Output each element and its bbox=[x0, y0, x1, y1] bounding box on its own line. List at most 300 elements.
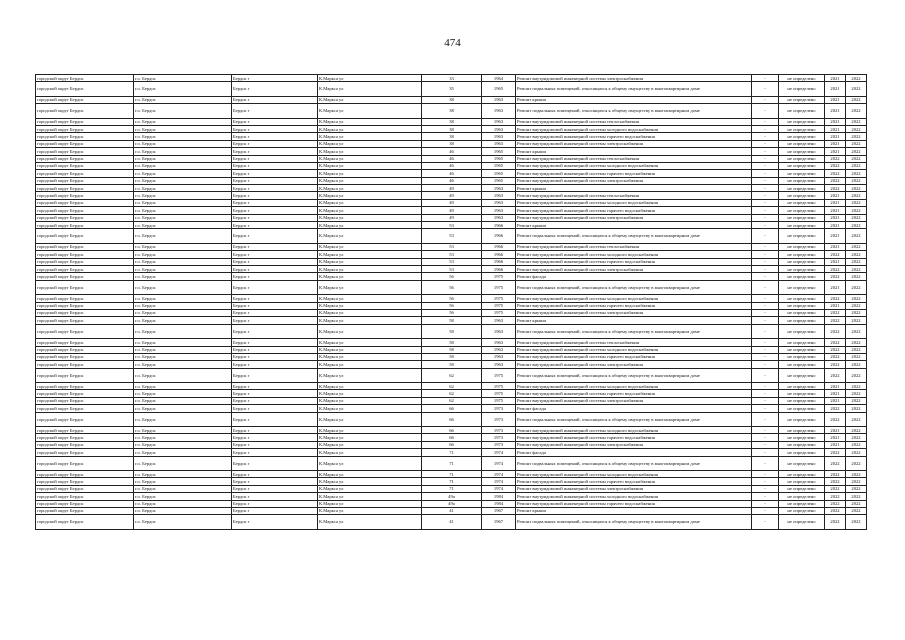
municipal-district-cell: городской округ Бердск bbox=[36, 412, 134, 426]
start-year-cell: 2022 bbox=[825, 251, 846, 258]
build-year-cell: 1966 bbox=[482, 258, 516, 265]
method-cell: не определено bbox=[779, 324, 825, 338]
method-cell: не определено bbox=[779, 507, 825, 514]
street-cell: К.Маркса ул bbox=[318, 309, 422, 316]
start-year-cell: 2022 bbox=[825, 353, 846, 360]
municipal-district-cell: городской округ Бердск bbox=[36, 229, 134, 243]
end-year-cell: 2022 bbox=[846, 229, 867, 243]
placeholder-cell: - bbox=[752, 441, 779, 448]
street-cell: К.Маркса ул bbox=[318, 434, 422, 441]
build-year-cell: 1966 bbox=[482, 265, 516, 272]
municipal-district-cell: городской округ Бердск bbox=[36, 155, 134, 162]
start-year-cell: 2022 bbox=[825, 507, 846, 514]
work-type-cell: Ремонт подвальных помещений, относящихся к общему имуществу в многоквартирном доме bbox=[516, 515, 752, 529]
end-year-cell: 2022 bbox=[846, 361, 867, 368]
work-type-cell: Ремонт внутридомовой инженерной системы горячего водоснабжения bbox=[516, 478, 752, 485]
method-cell: не определено bbox=[779, 214, 825, 221]
work-type-cell: Ремонт внутридомовой инженерной системы электроснабжения bbox=[516, 214, 752, 221]
house-number-cell: 38 bbox=[422, 104, 482, 118]
urban-district-cell: г.о. Бердск bbox=[134, 125, 232, 132]
page-number: 474 bbox=[444, 37, 461, 49]
table-row bbox=[36, 162, 867, 169]
method-cell: не определено bbox=[779, 427, 825, 434]
municipal-district-cell: городской округ Бердск bbox=[36, 302, 134, 309]
municipal-district-cell: городской округ Бердск bbox=[36, 192, 134, 199]
street-cell: К.Маркса ул bbox=[318, 427, 422, 434]
placeholder-cell: - bbox=[752, 207, 779, 214]
start-year-cell: 2021 bbox=[825, 243, 846, 250]
placeholder-cell: - bbox=[752, 368, 779, 382]
urban-district-cell: г.о. Бердск bbox=[134, 170, 232, 177]
method-cell: не определено bbox=[779, 96, 825, 103]
end-year-cell: 2022 bbox=[846, 133, 867, 140]
house-number-cell: 38 bbox=[422, 118, 482, 125]
street-cell: К.Маркса ул bbox=[318, 273, 422, 280]
city-cell: Бердск г bbox=[232, 317, 318, 324]
start-year-cell: 2021 bbox=[825, 214, 846, 221]
build-year-cell: 1984 bbox=[482, 493, 516, 500]
build-year-cell: 1973 bbox=[482, 412, 516, 426]
urban-district-cell: г.о. Бердск bbox=[134, 405, 232, 412]
urban-district-cell: г.о. Бердск bbox=[134, 75, 232, 82]
street-cell: К.Маркса ул bbox=[318, 140, 422, 147]
method-cell: не определено bbox=[779, 258, 825, 265]
city-cell: Бердск г bbox=[232, 515, 318, 529]
end-year-cell: 2022 bbox=[846, 485, 867, 492]
municipal-district-cell: городской округ Бердск bbox=[36, 434, 134, 441]
city-cell: Бердск г bbox=[232, 82, 318, 96]
placeholder-cell: - bbox=[752, 493, 779, 500]
city-cell: Бердск г bbox=[232, 346, 318, 353]
work-type-cell: Ремонт внутридомовой инженерной системы горячего водоснабжения bbox=[516, 434, 752, 441]
street-cell: К.Маркса ул bbox=[318, 485, 422, 492]
street-cell: К.Маркса ул bbox=[318, 390, 422, 397]
table-row bbox=[36, 390, 867, 397]
table-row bbox=[36, 265, 867, 272]
method-cell: не определено bbox=[779, 361, 825, 368]
end-year-cell: 2022 bbox=[846, 353, 867, 360]
table-body bbox=[36, 75, 867, 530]
city-cell: Бердск г bbox=[232, 258, 318, 265]
method-cell: не определено bbox=[779, 515, 825, 529]
end-year-cell: 2022 bbox=[846, 368, 867, 382]
end-year-cell: 2022 bbox=[846, 493, 867, 500]
build-year-cell: 1965 bbox=[482, 162, 516, 169]
table-row bbox=[36, 214, 867, 221]
table-row bbox=[36, 405, 867, 412]
build-year-cell: 1973 bbox=[482, 427, 516, 434]
house-number-cell: 71 bbox=[422, 470, 482, 477]
work-type-cell: Ремонт внутридомовой инженерной системы холодного водоснабжения bbox=[516, 295, 752, 302]
table-row bbox=[36, 192, 867, 199]
work-type-cell: Ремонт внутридомовой инженерной системы холодного водоснабжения bbox=[516, 125, 752, 132]
end-year-cell: 2022 bbox=[846, 295, 867, 302]
street-cell: К.Маркса ул bbox=[318, 412, 422, 426]
placeholder-cell: - bbox=[752, 170, 779, 177]
build-year-cell: 1974 bbox=[482, 478, 516, 485]
method-cell: не определено bbox=[779, 82, 825, 96]
street-cell: К.Маркса ул bbox=[318, 346, 422, 353]
work-type-cell: Ремонт внутридомовой инженерной системы теплоснабжения bbox=[516, 155, 752, 162]
work-type-cell: Ремонт внутридомовой инженерной системы горячего водоснабжения bbox=[516, 207, 752, 214]
end-year-cell: 2022 bbox=[846, 507, 867, 514]
end-year-cell: 2022 bbox=[846, 427, 867, 434]
work-type-cell: Ремонт внутридомовой инженерной системы теплоснабжения bbox=[516, 243, 752, 250]
municipal-district-cell: городской округ Бердск bbox=[36, 75, 134, 82]
start-year-cell: 2022 bbox=[825, 155, 846, 162]
municipal-district-cell: городской округ Бердск bbox=[36, 133, 134, 140]
urban-district-cell: г.о. Бердск bbox=[134, 353, 232, 360]
street-cell: К.Маркса ул bbox=[318, 361, 422, 368]
table-row bbox=[36, 485, 867, 492]
build-year-cell: 1975 bbox=[482, 273, 516, 280]
street-cell: К.Маркса ул bbox=[318, 222, 422, 229]
city-cell: Бердск г bbox=[232, 148, 318, 155]
street-cell: К.Маркса ул bbox=[318, 96, 422, 103]
city-cell: Бердск г bbox=[232, 368, 318, 382]
build-year-cell: 1964 bbox=[482, 75, 516, 82]
work-type-cell: Ремонт внутридомовой инженерной системы холодного водоснабжения bbox=[516, 162, 752, 169]
table-row bbox=[36, 478, 867, 485]
placeholder-cell: - bbox=[752, 500, 779, 507]
end-year-cell: 2022 bbox=[846, 118, 867, 125]
municipal-district-cell: городской округ Бердск bbox=[36, 346, 134, 353]
urban-district-cell: г.о. Бердск bbox=[134, 361, 232, 368]
urban-district-cell: г.о. Бердск bbox=[134, 280, 232, 294]
municipal-district-cell: городской округ Бердск bbox=[36, 493, 134, 500]
end-year-cell: 2022 bbox=[846, 383, 867, 390]
build-year-cell: 1966 bbox=[482, 229, 516, 243]
placeholder-cell: - bbox=[752, 515, 779, 529]
start-year-cell: 2022 bbox=[825, 493, 846, 500]
city-cell: Бердск г bbox=[232, 493, 318, 500]
house-number-cell: 49а bbox=[422, 493, 482, 500]
house-number-cell: 66 bbox=[422, 412, 482, 426]
method-cell: не определено bbox=[779, 339, 825, 346]
placeholder-cell: - bbox=[752, 346, 779, 353]
build-year-cell: 1975 bbox=[482, 390, 516, 397]
urban-district-cell: г.о. Бердск bbox=[134, 302, 232, 309]
placeholder-cell: - bbox=[752, 125, 779, 132]
municipal-district-cell: городской округ Бердск bbox=[36, 441, 134, 448]
start-year-cell: 2022 bbox=[825, 273, 846, 280]
work-type-cell: Ремонт подвальных помещений, относящихся к общему имуществу в многоквартирном доме bbox=[516, 368, 752, 382]
table-row bbox=[36, 412, 867, 426]
build-year-cell: 1975 bbox=[482, 309, 516, 316]
placeholder-cell: - bbox=[752, 162, 779, 169]
build-year-cell: 1966 bbox=[482, 243, 516, 250]
table-row bbox=[36, 449, 867, 456]
method-cell: не определено bbox=[779, 162, 825, 169]
build-year-cell: 1973 bbox=[482, 441, 516, 448]
municipal-district-cell: городской округ Бердск bbox=[36, 449, 134, 456]
start-year-cell: 2021 bbox=[825, 148, 846, 155]
table-row bbox=[36, 493, 867, 500]
method-cell: не определено bbox=[779, 273, 825, 280]
build-year-cell: 1963 bbox=[482, 133, 516, 140]
repair-schedule-table bbox=[35, 74, 867, 530]
street-cell: К.Маркса ул bbox=[318, 148, 422, 155]
table-row bbox=[36, 434, 867, 441]
end-year-cell: 2022 bbox=[846, 104, 867, 118]
house-number-cell: 71 bbox=[422, 456, 482, 470]
urban-district-cell: г.о. Бердск bbox=[134, 383, 232, 390]
table-row bbox=[36, 470, 867, 477]
method-cell: не определено bbox=[779, 133, 825, 140]
work-type-cell: Ремонт крыши bbox=[516, 185, 752, 192]
method-cell: не определено bbox=[779, 177, 825, 184]
end-year-cell: 2022 bbox=[846, 390, 867, 397]
placeholder-cell: - bbox=[752, 309, 779, 316]
method-cell: не определено bbox=[779, 397, 825, 404]
municipal-district-cell: городской округ Бердск bbox=[36, 361, 134, 368]
end-year-cell: 2022 bbox=[846, 214, 867, 221]
table-row bbox=[36, 199, 867, 206]
work-type-cell: Ремонт внутридомовой инженерной системы горячего водоснабжения bbox=[516, 353, 752, 360]
urban-district-cell: г.о. Бердск bbox=[134, 133, 232, 140]
table-row bbox=[36, 243, 867, 250]
table-row bbox=[36, 222, 867, 229]
method-cell: не определено bbox=[779, 140, 825, 147]
street-cell: К.Маркса ул bbox=[318, 251, 422, 258]
table-row bbox=[36, 118, 867, 125]
build-year-cell: 1963 bbox=[482, 199, 516, 206]
urban-district-cell: г.о. Бердск bbox=[134, 243, 232, 250]
work-type-cell: Ремонт крыши bbox=[516, 507, 752, 514]
street-cell: К.Маркса ул bbox=[318, 118, 422, 125]
end-year-cell: 2022 bbox=[846, 478, 867, 485]
city-cell: Бердск г bbox=[232, 405, 318, 412]
build-year-cell: 1963 bbox=[482, 96, 516, 103]
municipal-district-cell: городской округ Бердск bbox=[36, 214, 134, 221]
placeholder-cell: - bbox=[752, 470, 779, 477]
house-number-cell: 56 bbox=[422, 280, 482, 294]
start-year-cell: 2021 bbox=[825, 192, 846, 199]
street-cell: К.Маркса ул bbox=[318, 405, 422, 412]
municipal-district-cell: городской округ Бердск bbox=[36, 478, 134, 485]
urban-district-cell: г.о. Бердск bbox=[134, 273, 232, 280]
start-year-cell: 2021 bbox=[825, 434, 846, 441]
street-cell: К.Маркса ул bbox=[318, 383, 422, 390]
start-year-cell: 2022 bbox=[825, 478, 846, 485]
city-cell: Бердск г bbox=[232, 177, 318, 184]
city-cell: Бердск г bbox=[232, 118, 318, 125]
end-year-cell: 2022 bbox=[846, 199, 867, 206]
table-row bbox=[36, 125, 867, 132]
city-cell: Бердск г bbox=[232, 295, 318, 302]
placeholder-cell: - bbox=[752, 295, 779, 302]
table-row bbox=[36, 500, 867, 507]
start-year-cell: 2021 bbox=[825, 397, 846, 404]
table-row bbox=[36, 353, 867, 360]
street-cell: К.Маркса ул bbox=[318, 214, 422, 221]
urban-district-cell: г.о. Бердск bbox=[134, 441, 232, 448]
city-cell: Бердск г bbox=[232, 309, 318, 316]
table-row bbox=[36, 427, 867, 434]
city-cell: Бердск г bbox=[232, 222, 318, 229]
work-type-cell: Ремонт крыши bbox=[516, 317, 752, 324]
start-year-cell: 2022 bbox=[825, 317, 846, 324]
end-year-cell: 2022 bbox=[846, 207, 867, 214]
start-year-cell: 2021 bbox=[825, 280, 846, 294]
work-type-cell: Ремонт внутридомовой инженерной системы электроснабжения bbox=[516, 309, 752, 316]
work-type-cell: Ремонт внутридомовой инженерной системы электроснабжения bbox=[516, 140, 752, 147]
table-row bbox=[36, 207, 867, 214]
urban-district-cell: г.о. Бердск bbox=[134, 192, 232, 199]
work-type-cell: Ремонт внутридомовой инженерной системы горячего водоснабжения bbox=[516, 133, 752, 140]
method-cell: не определено bbox=[779, 75, 825, 82]
municipal-district-cell: городской округ Бердск bbox=[36, 507, 134, 514]
end-year-cell: 2022 bbox=[846, 412, 867, 426]
street-cell: К.Маркса ул bbox=[318, 199, 422, 206]
municipal-district-cell: городской округ Бердск bbox=[36, 515, 134, 529]
build-year-cell: 1973 bbox=[482, 434, 516, 441]
work-type-cell: Ремонт внутридомовой инженерной системы электроснабжения bbox=[516, 75, 752, 82]
method-cell: не определено bbox=[779, 222, 825, 229]
municipal-district-cell: городской округ Бердск bbox=[36, 96, 134, 103]
start-year-cell: 2022 bbox=[825, 309, 846, 316]
start-year-cell: 2022 bbox=[825, 339, 846, 346]
house-number-cell: 46 bbox=[422, 155, 482, 162]
method-cell: не определено bbox=[779, 478, 825, 485]
placeholder-cell: - bbox=[752, 434, 779, 441]
method-cell: не определено bbox=[779, 199, 825, 206]
method-cell: не определено bbox=[779, 390, 825, 397]
end-year-cell: 2022 bbox=[846, 324, 867, 338]
placeholder-cell: - bbox=[752, 96, 779, 103]
method-cell: не определено bbox=[779, 485, 825, 492]
build-year-cell: 1975 bbox=[482, 397, 516, 404]
city-cell: Бердск г bbox=[232, 192, 318, 199]
work-type-cell: Ремонт внутридомовой инженерной системы электроснабжения bbox=[516, 485, 752, 492]
house-number-cell: 58 bbox=[422, 353, 482, 360]
start-year-cell: 2021 bbox=[825, 133, 846, 140]
start-year-cell: 2021 bbox=[825, 302, 846, 309]
street-cell: К.Маркса ул bbox=[318, 449, 422, 456]
house-number-cell: 71 bbox=[422, 449, 482, 456]
method-cell: не определено bbox=[779, 493, 825, 500]
urban-district-cell: г.о. Бердск bbox=[134, 104, 232, 118]
house-number-cell: 49 bbox=[422, 207, 482, 214]
work-type-cell: Ремонт внутридомовой инженерной системы горячего водоснабжения bbox=[516, 500, 752, 507]
placeholder-cell: - bbox=[752, 192, 779, 199]
urban-district-cell: г.о. Бердск bbox=[134, 427, 232, 434]
urban-district-cell: г.о. Бердск bbox=[134, 140, 232, 147]
house-number-cell: 62 bbox=[422, 383, 482, 390]
urban-district-cell: г.о. Бердск bbox=[134, 368, 232, 382]
build-year-cell: 1966 bbox=[482, 222, 516, 229]
method-cell: не определено bbox=[779, 229, 825, 243]
table-row bbox=[36, 346, 867, 353]
work-type-cell: Ремонт подвальных помещений, относящихся к общему имуществу в многоквартирном доме bbox=[516, 412, 752, 426]
urban-district-cell: г.о. Бердск bbox=[134, 449, 232, 456]
house-number-cell: 38 bbox=[422, 96, 482, 103]
urban-district-cell: г.о. Бердск bbox=[134, 493, 232, 500]
table-row bbox=[36, 155, 867, 162]
house-number-cell: 46 bbox=[422, 148, 482, 155]
end-year-cell: 2022 bbox=[846, 317, 867, 324]
build-year-cell: 1965 bbox=[482, 82, 516, 96]
end-year-cell: 2022 bbox=[846, 500, 867, 507]
house-number-cell: 38 bbox=[422, 125, 482, 132]
placeholder-cell: - bbox=[752, 302, 779, 309]
build-year-cell: 1963 bbox=[482, 118, 516, 125]
municipal-district-cell: городской округ Бердск bbox=[36, 177, 134, 184]
municipal-district-cell: городской округ Бердск bbox=[36, 405, 134, 412]
placeholder-cell: - bbox=[752, 383, 779, 390]
work-type-cell: Ремонт внутридомовой инженерной системы электроснабжения bbox=[516, 177, 752, 184]
urban-district-cell: г.о. Бердск bbox=[134, 339, 232, 346]
work-type-cell: Ремонт фасада bbox=[516, 405, 752, 412]
work-type-cell: Ремонт внутридомовой инженерной системы холодного водоснабжения bbox=[516, 470, 752, 477]
urban-district-cell: г.о. Бердск bbox=[134, 507, 232, 514]
work-type-cell: Ремонт внутридомовой инженерной системы холодного водоснабжения bbox=[516, 346, 752, 353]
city-cell: Бердск г bbox=[232, 507, 318, 514]
municipal-district-cell: городской округ Бердск bbox=[36, 82, 134, 96]
end-year-cell: 2022 bbox=[846, 140, 867, 147]
method-cell: не определено bbox=[779, 449, 825, 456]
table-row bbox=[36, 251, 867, 258]
table-row bbox=[36, 368, 867, 382]
table-row bbox=[36, 82, 867, 96]
placeholder-cell: - bbox=[752, 258, 779, 265]
street-cell: К.Маркса ул bbox=[318, 82, 422, 96]
table-row bbox=[36, 339, 867, 346]
start-year-cell: 2021 bbox=[825, 125, 846, 132]
method-cell: не определено bbox=[779, 434, 825, 441]
start-year-cell: 2021 bbox=[825, 427, 846, 434]
end-year-cell: 2022 bbox=[846, 192, 867, 199]
house-number-cell: 71 bbox=[422, 485, 482, 492]
table-row bbox=[36, 96, 867, 103]
method-cell: не определено bbox=[779, 148, 825, 155]
municipal-district-cell: городской округ Бердск bbox=[36, 207, 134, 214]
placeholder-cell: - bbox=[752, 251, 779, 258]
build-year-cell: 1963 bbox=[482, 207, 516, 214]
house-number-cell: 71 bbox=[422, 478, 482, 485]
work-type-cell: Ремонт крыши bbox=[516, 222, 752, 229]
house-number-cell: 49 bbox=[422, 192, 482, 199]
street-cell: К.Маркса ул bbox=[318, 500, 422, 507]
build-year-cell: 1984 bbox=[482, 500, 516, 507]
start-year-cell: 2022 bbox=[825, 185, 846, 192]
end-year-cell: 2022 bbox=[846, 441, 867, 448]
urban-district-cell: г.о. Бердск bbox=[134, 478, 232, 485]
street-cell: К.Маркса ул bbox=[318, 192, 422, 199]
municipal-district-cell: городской округ Бердск bbox=[36, 185, 134, 192]
table-row bbox=[36, 273, 867, 280]
municipal-district-cell: городской округ Бердск bbox=[36, 273, 134, 280]
municipal-district-cell: городской округ Бердск bbox=[36, 251, 134, 258]
city-cell: Бердск г bbox=[232, 243, 318, 250]
end-year-cell: 2022 bbox=[846, 96, 867, 103]
placeholder-cell: - bbox=[752, 155, 779, 162]
street-cell: К.Маркса ул bbox=[318, 177, 422, 184]
build-year-cell: 1963 bbox=[482, 346, 516, 353]
start-year-cell: 2021 bbox=[825, 96, 846, 103]
city-cell: Бердск г bbox=[232, 104, 318, 118]
end-year-cell: 2022 bbox=[846, 125, 867, 132]
municipal-district-cell: городской округ Бердск bbox=[36, 317, 134, 324]
work-type-cell: Ремонт фасада bbox=[516, 273, 752, 280]
build-year-cell: 1974 bbox=[482, 456, 516, 470]
municipal-district-cell: городской округ Бердск bbox=[36, 353, 134, 360]
table-row bbox=[36, 133, 867, 140]
placeholder-cell: - bbox=[752, 148, 779, 155]
urban-district-cell: г.о. Бердск bbox=[134, 390, 232, 397]
city-cell: Бердск г bbox=[232, 412, 318, 426]
urban-district-cell: г.о. Бердск bbox=[134, 155, 232, 162]
